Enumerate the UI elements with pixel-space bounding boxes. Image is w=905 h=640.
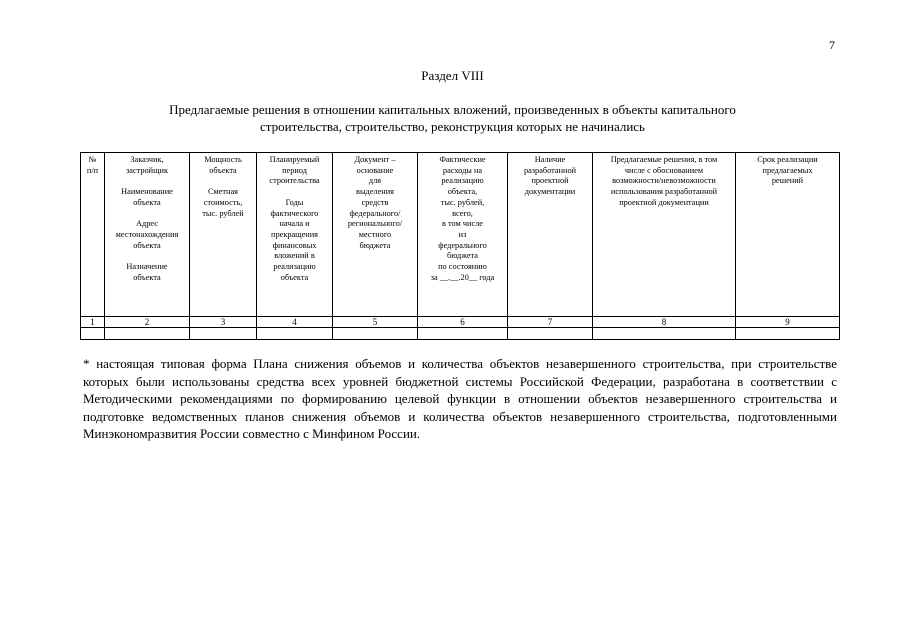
header-line: возможности/невозможности <box>612 176 716 186</box>
header-line: стоимость, <box>203 197 243 207</box>
column-number-cell: 7 <box>508 317 593 328</box>
heading-line: Предлагаемые решения в отношении капитальных вложений, произведенных в объекты капитального <box>169 102 736 117</box>
header-line: объекта <box>133 272 161 282</box>
header-line: реализацию <box>441 176 484 186</box>
header-line: Срок реализации <box>757 155 818 164</box>
header-line: период <box>282 165 307 175</box>
plan-table <box>80 152 840 340</box>
column-number-cell: 5 <box>333 317 418 328</box>
header-line: за __.__.20__ года <box>430 272 495 282</box>
header-line: тыс. рублей <box>202 208 244 218</box>
header-line: объекта <box>133 197 161 207</box>
header-line: Фактические <box>439 155 486 164</box>
header-line: местного <box>358 229 392 239</box>
header-line: выделения <box>356 187 394 197</box>
column-number-cell: 3 <box>190 317 257 328</box>
header-line: застройщик <box>126 165 168 175</box>
column-header-3 <box>190 153 257 317</box>
column-number-cell: 4 <box>257 317 333 328</box>
column-number-cell: 9 <box>736 317 840 328</box>
header-line: объекта <box>209 165 237 175</box>
header-line: финансовых <box>272 240 317 250</box>
header-line: начала и <box>279 219 310 229</box>
header-line: Сметная <box>207 187 239 197</box>
column-header-6 <box>418 153 508 317</box>
header-gap <box>258 187 331 198</box>
empty-cell <box>257 328 333 340</box>
document-heading <box>120 101 785 135</box>
header-line: тыс. рублей, <box>440 197 485 207</box>
empty-cell <box>81 328 105 340</box>
empty-cell <box>333 328 418 340</box>
column-number-cell: 6 <box>418 317 508 328</box>
header-gap <box>106 176 188 187</box>
column-header-7 <box>508 153 593 317</box>
header-line: основание <box>356 165 394 175</box>
header-line: Адрес <box>136 219 158 229</box>
column-header-5 <box>333 153 418 317</box>
header-line: в том числе <box>442 219 483 229</box>
header-line: № <box>88 155 97 164</box>
header-line: прекращения <box>271 229 318 239</box>
section-title: Раздел VIII <box>421 68 484 83</box>
header-line: фактического <box>270 208 319 218</box>
column-number-cell: 8 <box>593 317 736 328</box>
header-line: федерального <box>438 240 487 250</box>
header-line: объекта <box>280 272 309 282</box>
header-line: расходы на <box>442 165 483 175</box>
header-line: Предлагаемые решения, в том <box>610 155 718 164</box>
header-line: Заказчик, <box>130 155 164 164</box>
header-line: проектной документации <box>619 197 709 207</box>
header-line: Наличие <box>534 155 566 164</box>
header-line: по состоянию <box>438 262 487 272</box>
header-gap <box>191 176 255 187</box>
header-line: вложений в <box>274 251 315 261</box>
heading-line: строительства, строительство, реконструкция которых не начинались <box>260 119 645 134</box>
header-line: средств <box>361 197 389 207</box>
header-line: Планируемый <box>269 155 320 164</box>
header-line: Документ – <box>354 155 396 164</box>
header-line: п/п <box>86 165 99 175</box>
column-number-cell: 1 <box>81 317 105 328</box>
header-line: регионального/ <box>347 219 403 229</box>
header-line: Годы <box>285 197 304 207</box>
header-line: Мощность <box>204 155 242 164</box>
column-header-8 <box>593 153 736 317</box>
empty-cell <box>190 328 257 340</box>
header-line: предлагаемых <box>762 165 813 175</box>
column-header-1 <box>81 153 105 317</box>
header-line: бюджета <box>359 240 391 250</box>
empty-cell <box>736 328 840 340</box>
column-header-2 <box>105 153 190 317</box>
column-header-9 <box>736 153 840 317</box>
header-line: местонахождения <box>115 229 179 239</box>
header-line: федерального/ <box>349 208 401 218</box>
page-number: 7 <box>829 38 835 52</box>
header-line: объекта, <box>447 187 478 197</box>
empty-cell <box>593 328 736 340</box>
empty-cell <box>508 328 593 340</box>
header-line: строительства <box>269 176 320 186</box>
header-line: для <box>368 176 382 186</box>
empty-cell <box>418 328 508 340</box>
table-header-row <box>81 153 840 317</box>
table-empty-row <box>81 328 840 340</box>
column-number-cell: 2 <box>105 317 190 328</box>
header-line: использования разработанной <box>610 187 718 197</box>
header-line: реализацию <box>273 262 316 272</box>
header-line: разработанной <box>523 165 577 175</box>
header-line: проектной <box>531 176 569 186</box>
header-line: числе с обоснованием <box>624 165 704 175</box>
header-line: Назначение <box>126 261 168 271</box>
column-number-row <box>81 317 840 328</box>
header-line: бюджета <box>447 251 478 261</box>
header-line: документации <box>524 187 576 197</box>
header-line: из <box>458 229 467 239</box>
header-line: решений <box>771 176 804 186</box>
header-gap <box>106 251 188 262</box>
empty-cell <box>105 328 190 340</box>
header-line: всего, <box>452 208 473 218</box>
header-line: объекта <box>133 240 161 250</box>
column-header-4 <box>257 153 333 317</box>
header-gap <box>106 209 188 220</box>
footnote: * настоящая типовая форма Плана снижения объемов и количества объектов незавершенного строительства, при строительстве которых были использованы средства всех уровней бюджетной системы Российской Федерации, разработана в соответствии с Методическими рекомендациями по формированию целевой функции в отношении объектов незавершенного строительства и подготовке ведомственных планов снижения объемов и количества объектов незавершенного строительства, подготовленными Минэкономразвития России совместно с Минфином России. <box>83 356 837 441</box>
header-line: Наименование <box>121 187 173 197</box>
